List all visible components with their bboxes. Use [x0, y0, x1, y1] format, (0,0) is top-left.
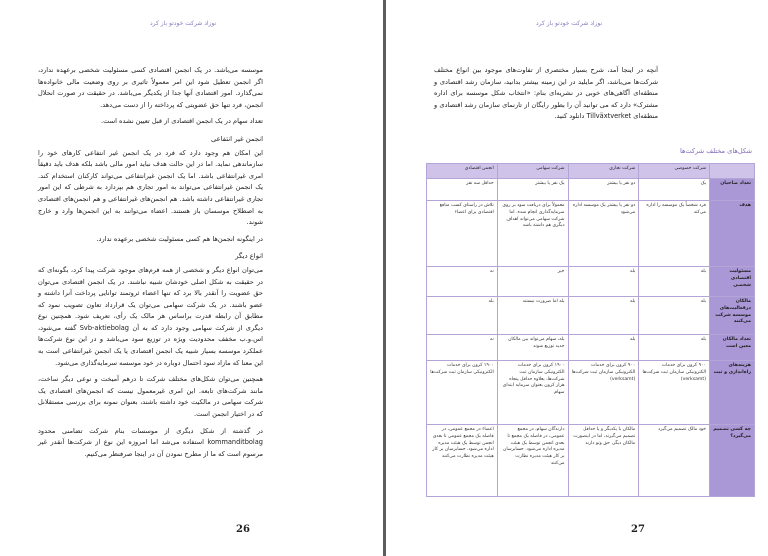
table-row [427, 361, 755, 425]
left-page-body [38, 65, 263, 465]
table-cell: بله [639, 335, 710, 361]
table-cell: حداقل سه نفر [427, 179, 498, 201]
table-cell: خیر [497, 267, 568, 297]
table-cell: مالکان با یکدیگر و یا حداقل تصمیم می‌گیرند، اما در اینصورت مالکان دیگر، حق وتو دارند [568, 425, 639, 497]
row-header: تعداد مالکان معین است [710, 335, 755, 361]
running-head: نوزاد شرکت خودتو باز کرد [536, 20, 603, 27]
paragraph: تعداد سهام در یک انجمن اقتصادی از قبل تعیین نشده است. [101, 117, 263, 126]
left-page [0, 0, 383, 556]
column-header: شرکت سهامی [497, 164, 568, 179]
table-corner-cell [710, 164, 755, 179]
table-cell: بله اما ضرورت نیستند [497, 297, 568, 335]
right-page [386, 0, 768, 556]
table-cell: نه [427, 267, 498, 297]
table-cell: فرد شخصاً یک موسسه را اداره می‌کند [639, 201, 710, 267]
table-cell: یک نفر یا بیشتر [497, 179, 568, 201]
row-header: مسئولیت اقتصادی شخصی [710, 267, 755, 297]
company-forms-table [426, 163, 755, 497]
table-cell: دو نفر یا بیشتر یک موسسه اداره می‌شود [568, 201, 639, 267]
table-cell: یک [639, 179, 710, 201]
table-cell: نه [427, 335, 498, 361]
column-header: انجمن اقتصادی [427, 164, 498, 179]
table-row [427, 335, 755, 361]
row-header: هزینه‌های راه‌اندازی و ثبت [710, 361, 755, 425]
table-row [427, 267, 755, 297]
right-page-intro [434, 65, 658, 128]
row-header: چه کسی تصمیم می‌گیرد؟ [710, 425, 755, 497]
table-cell: ۹۰۰ کرون برای خدمات الکترونیکی سازمان ثبت شرکت‌ها (verksamt) [639, 361, 710, 425]
table-cell: بله [568, 267, 639, 297]
column-header: شرکت خصوصی [639, 164, 710, 179]
table-cell: ۹۰۰ کرون برای خدمات الکترونیکی سازمان ثبت شرکت‌ها (verksamt) [568, 361, 639, 425]
table-row [427, 201, 755, 267]
section-heading-nonprofit: انجمن غیر انتفاعی [210, 134, 263, 143]
table-cell: ۱۹۰۰ کرون برای خدمات الکترونیکی سازمان ثبت شرکت‌ها [427, 361, 498, 425]
table-cell: اعضاء در مجمع عمومی، در فاصله یک مجمع عمومی تا بعدی انجمن توسط یک هیئت مدیره اداره می‌شود. حسابرسان بر کار هیئت مدیره نظارت می‌کنند [427, 425, 498, 497]
row-header: مالکان درفعالیت‌های موسسه شرکت می‌کنند [710, 297, 755, 335]
table-row [427, 179, 755, 201]
paragraph: این امکان هم وجود دارد که فرد در یک انجمن غیر انتفاعی کارهای خود را سازماندهی نماید. اما در این حالت هدف نباید امور مالی باشد بلکه هدف باید دقیقاً امری غیرانتفاعی باشد. اما یک انجمن غیرانتفاعی می‌تواند کارکنان استخدام کند. یک انجمن غیرانتفاعی می‌تواند به امور تجاری هم بپردازد به شرطی که این امور تجاری غیرانتفاعی داشته باشد. هم انجمن‌های غیرانتفاعی و هم انجمن‌های اقتصادی به اصطلاح موسسان باز هستند. اعضاء می‌توانند به این انجمن‌ها وارد و خارج شوند. [38, 148, 263, 227]
table-cell: ۱۹۰۰ کرون برای خدمات الکترونیکی سازمان ثبت شرکت‌ها، بعلاوه حداقل پنجاه هزار کرون بعنوان سرمایه ابتدای سهام [497, 361, 568, 425]
row-header: تعداد صاحبان [710, 179, 755, 201]
table-cell: بله، سهام می‌تواند بین مالکان جدید توزیع شوند [497, 335, 568, 361]
table-cell: بله [568, 335, 639, 361]
table-caption: شکل‌های مختلف شرکت‌ها [679, 147, 752, 155]
paragraph: می‌توان انواع دیگر و شخصی از همه فرم‌های موجود شرکت پیدا کرد، بگونه‌ای که در حقیقت به شکل اصلی خودشان شبیه نباشند. در یک انجمن اقتصادی می‌توان حق عضویت را آنقدر بالا برد که تنها اعضاء ثروتمند توانایی پرداخت آنرا داشته و عضو باشند. در یک شرکت سهامی می‌توان یک قرارداد تعاون تصویب نمود که مطابق آن رابطه قدرت براساس هر مالک یک رأی، تعریف شود. همچنین نوع دیگری از شرکت سهامی وجود دارد که به آن Svb-aktiebolag گفته می‌شود، اس.و.ب مخفف محدودیت ویژه در توزیع سود می‌باشد و در این نوع شرکت‌ها عملکرد موسسه بسیار شبیه یک انجمن اقتصادی یا یک انجمن غیرانتفاعی است به این معنا که مازاد سود احتمال دوباره در خود موسسه سرمایه‌گذاری می‌شود. [38, 265, 263, 367]
table-header-row [427, 164, 755, 179]
table-cell: بله [427, 297, 498, 335]
table-cell: خود مالک تصمیم می‌گیرد [639, 425, 710, 497]
table-cell: تلاش در راستای کسب منافع اقتصادی برای اعضاء [427, 201, 498, 267]
table-row [427, 425, 755, 497]
table-cell: بله [568, 297, 639, 335]
page-number: 27 [631, 524, 645, 535]
paragraph: همچنین می‌توان شکل‌های مختلف شرکت تا درهم آمیخت و نوعی دیگر ساخت، مانند شرکت‌های تابعه. این امری غیرمعمول نیست که انجمن‌های اقتصادی یک شرکت سهامی در مالکیت خود داشته باشند، بعنوان نمونه برای بررسی مستقلانل که در اختیار انجمن است. [38, 375, 263, 419]
table-cell: دو نفر یا بیشتر [568, 179, 639, 201]
paragraph: موسسه می‌باشد. در یک انجمن اقتصادی کسی مسئولیت شخصی برعهده ندارد، اگر انجمن تعطیل شود این امر معمولاً تاثیری بر روی وضعیت مالی خانواده‌ها نمی‌گذارد. امور اقتصادی آنها جدا از یکدیگر می‌باشد. در حقیقت در صورت انحلال انجمن، فرد تنها حق عضویتی که پرداخته را از دست می‌دهد. [38, 66, 263, 109]
column-header: شرکت تجاری [568, 164, 639, 179]
running-head: نوزاد شرکت خودتو باز کرد [150, 20, 217, 27]
table-cell: معمولاً برای دریافت سود بر روی سرمایه‌گذاری انجام شده. اما شرکت سهامی می‌تواند اهداف دیگری هم داشته باشد [497, 201, 568, 267]
section-heading-other-types: انواع دیگر [235, 252, 263, 261]
table-cell: بله [639, 297, 710, 335]
row-header: هدف [710, 201, 755, 267]
table-row [427, 297, 755, 335]
paragraph: در اینگونه انجمن‌ها هم کسی مسئولیت شخصی برعهده ندارد. [96, 234, 263, 243]
paragraph: آنچه در اینجا آمد، شرح بسیار مختصری از تفاوت‌های موجود بین انواع مختلف شرکت‌ها می‌باشد، اگر مایلید در این زمینه بیشتر بدانید، سازمان رشد اقتصادی و منطقه‌ای آگاهی‌های خوبی در نشریه‌ای بنام: «انتخاب شکل موسسه برای اداره مشترک» دارد که می توانید آن را بطور رایگان از تارنمای سازمان رشد اقتصادی و منطقه‌ای Tillväxtverket دانلود کنید. [434, 66, 658, 121]
table-cell: بله [639, 267, 710, 297]
page-number: 26 [236, 524, 250, 535]
table-cell: دارندگان سهام، در مجمع عمومی، در فاصله یک مجمع تا بعدی انجمن توسط یک هیئت مدیره اداره می‌شود. حسابرسان بر کار هیئت مدیره نظارت می‌کنند [497, 425, 568, 497]
paragraph: در گذشته از شکل دیگری از موسسات بنام شرکت تضامنی محدود kommanditbolag استفاده می‌شد اما امروزه این نوع از شرکت‌ها آنقدر غیر مرسوم است که ما از مطرح نمودن آن در اینجا صرفنظر می‌کنیم. [38, 426, 263, 458]
